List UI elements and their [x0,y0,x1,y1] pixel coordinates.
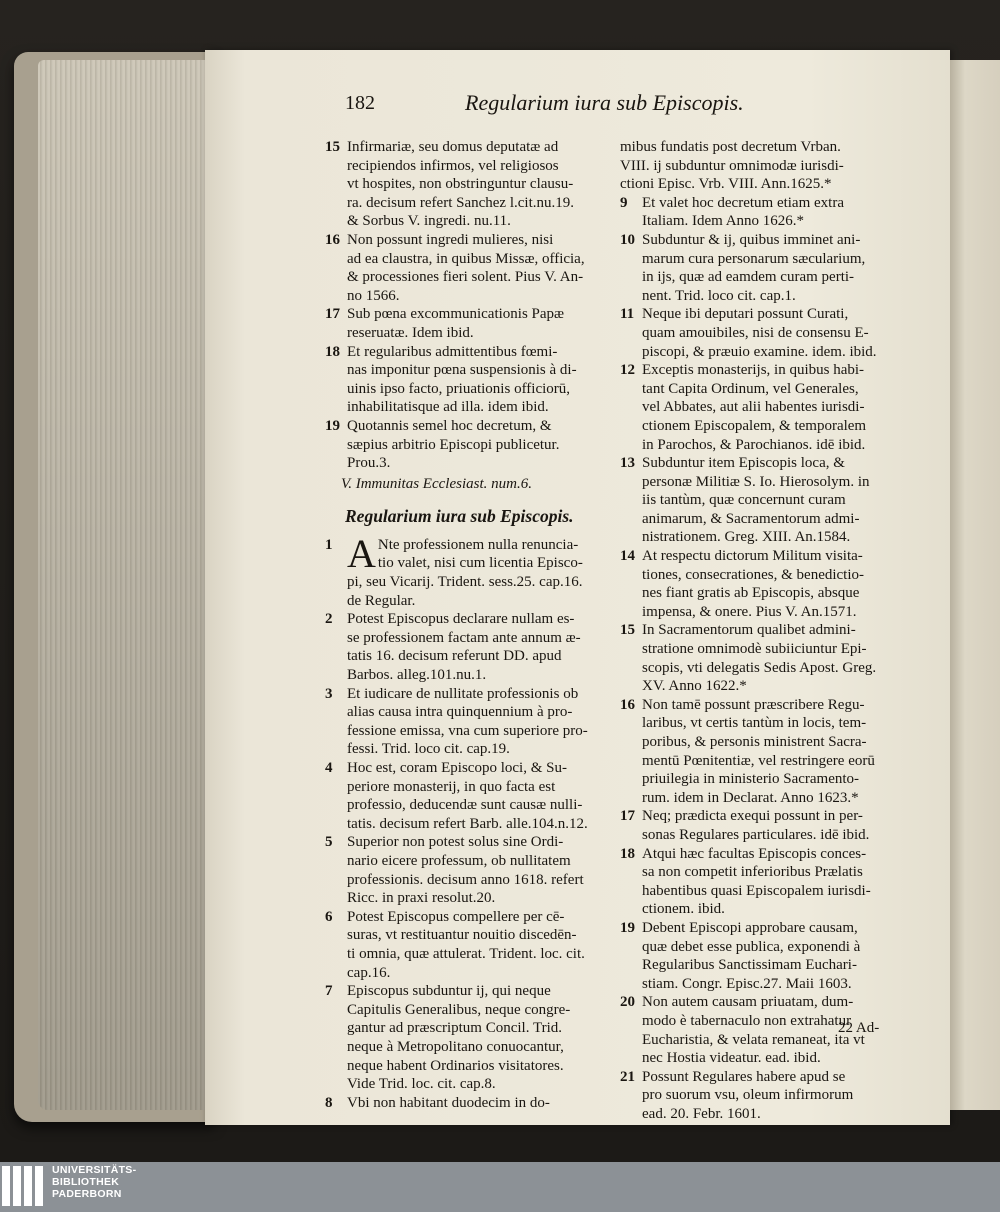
entry-text: Hoc est, coram Episcopo loci, & Su- periore monasterij, in quo facta est professio, deducendæ sunt causæ nulli- tatis. decisum refert Barb. alle.104.n.12. [347,760,588,832]
library-logo-icon [2,1166,46,1206]
entry-text: Neque ibi deputari possunt Curati, quam amouibiles, nisi de consensu E- piscopi, & præuio examine. idem. ibid. [642,306,877,360]
entry-number: 16 [325,231,340,248]
entry-text: Episcopus subduntur ij, qui neque Capitulis Generalibus, neque congre- gantur ad præscriptum Concil. Trid. neque à Metropolitano conuocantur, neque habent Ordinarios visitatores. Vide Trid. loc. cit. cap.8. [347,983,571,1093]
entry-text: Non autem causam priuatam, dum- modo è tabernaculo non extrahatur Eucharistia, & velata remaneat, ita vt nec Hostia videatur. ead. ibid. [642,994,865,1067]
entry-number: 6 [325,908,333,925]
entry [325,908,615,982]
entry-number: 19 [620,919,635,936]
entry [620,454,910,547]
entry [620,919,910,993]
entry-number: 7 [325,983,333,1000]
library-name-line-3: PADERBORN [52,1188,122,1200]
entry [620,807,910,844]
entry-text: Subduntur & ij, quibus imminet ani- marum cura personarum sæcularium, in ijs, quæ ad eamdem curam perti- nent. Trid. loco cit. cap.1. [642,231,866,304]
entry-number: 20 [620,994,635,1011]
entry-number: 9 [620,194,628,211]
library-name-line-2: BIBLIOTHEK [52,1176,120,1188]
entry-number: 17 [620,808,635,825]
entry-text: Atqui hæc facultas Episcopis conces- sa non competit inferioribus Prælatis habentibus quasi Episcopalem iurisdi- ctionem. ibid. [642,845,871,918]
entry-text: Debent Episcopi approbare causam, quæ debet esse publica, exponendi à Regularibus Sanctissimam Euchari- stiam. Congr. Episc.27. Maii 1603. [642,919,861,992]
right-entries [620,194,910,1124]
entry [620,621,910,695]
entry [325,759,615,833]
page-header [345,92,775,122]
entry-number: 15 [620,622,635,639]
entry [325,982,615,1094]
entry-text: Non possunt ingredi mulieres, nisi ad ea claustra, in quibus Missæ, officia, & processiones fieri solent. Pius V. An- no 1566. [347,231,585,304]
entry [325,417,615,473]
entry-text: Et iudicare de nullitate professionis ob alias causa intra quinquennium à pro- fessione emissa, vna cum superiore pro- fessi. Trid. loco cit. cap.19. [347,685,588,758]
library-name-line-1: UNIVERSITÄTS- [52,1164,137,1176]
entry [325,343,615,417]
entry-text: Subduntur item Episcopis loca, & personæ Militiæ S. Io. Hierosolym. in iis tantùm, quæ concernunt curam animarum, & Sacramentorum admi- nistrationem. Greg. XIII. An.1584. [642,455,870,546]
entry-number: 18 [620,845,635,862]
left-column [325,138,615,1112]
entry-number: 10 [620,231,635,248]
entry-number: 4 [325,760,333,776]
first-entry [325,530,615,610]
entry [325,685,615,759]
entry-text: Quotannis semel hoc decretum, & sæpius arbitrio Episcopi publicetur. Prou.3. [347,417,560,472]
entry-text: Et valet hoc decretum etiam extra Italiam. Idem Anno 1626.* [642,194,844,230]
entry-number: 8 [325,1094,333,1111]
entry [325,305,615,342]
entry-number: 3 [325,685,333,702]
entry [325,610,615,684]
entry [325,833,615,907]
cross-reference: V. Immunitas Ecclesiast. num.6. [341,475,532,492]
catchword: 22 Ad- [838,1020,880,1036]
entry-number: 21 [620,1068,635,1085]
entry [620,231,910,305]
left-entries-bottom [325,610,615,1112]
library-name [52,1164,136,1200]
entry-number: 17 [325,306,340,323]
section-title: Regularium iura sub Episcopis. [345,506,574,527]
entry-number: 16 [620,696,635,713]
entry [620,361,910,454]
next-page-edge [950,60,1000,1110]
entry-number: 12 [620,362,635,379]
entry-text: Sub pœna excommunicationis Papæ reseruatæ. Idem ibid. [347,306,565,341]
entry-text: Exceptis monasterijs, in quibus habi- tant Capita Ordinum, vel Generales, vel Abbates, aut alii habentes iurisdi- ctionem Episcopalem, & temporalem in Parochos, & Parochianos. idē ibid. [642,362,867,453]
entry-text: Et regularibus admittentibus fœmi- nas imponitur pœna suspensionis à di- uinis ipso facto, priuationis officiorū, inhabilitatisque ad illa. idem ibid. [347,343,577,416]
entry-text: Neq; prædicta exequi possunt in per- sonas Regulares particulares. idē ibid. [642,808,870,843]
entry-text: Vbi non habitant duodecim in do- [347,1094,550,1111]
entry-text: In Sacramentorum qualibet admini- stratione omnimodè subiiciuntur Epi- scopis, vti delegatis Sedis Apost. Greg. XV. Anno 1622.* [642,622,877,695]
entry-text-body: Nte professionem nulla renuncia- tio valet, nisi cum licentia Episco- pi, seu Vicarij. Trident. sess.25. cap.16. de Regular. [347,536,583,609]
entry-number: 13 [620,455,635,472]
entry-text: Potest Episcopus declarare nullam es- se professionem factam ante annum æ- tatis 16. decisum referunt DD. apud Barbos. alleg.101.nu.1. [347,611,581,684]
entry-text [347,530,615,610]
entry [620,845,910,919]
entry-text: Possunt Regulares habere apud se pro suorum vsu, oleum infirmorum ead. 20. Febr. 1601. [642,1068,854,1122]
entry-text: Superior non potest solus sine Ordi- nario eicere professum, ob nullitatem professionis. decisum anno 1618. refert Ricc. in praxi resolut.20. [347,834,584,907]
running-title: Regularium iura sub Episcopis. [465,90,744,115]
entry-number: 15 [325,139,340,155]
entry-text: Potest Episcopus compellere per cē- suras, vt restituantur nouitio discedēn- ti omnia, quæ attulerat. Trident. loc. cit. cap.16. [347,908,585,981]
continuation-text: mibus fundatis post decretum Vrban. VIII. ij subduntur omnimodæ iurisdi- ctioni Episc. Vrb. VIII. Ann.1625.* [620,139,844,193]
entry [620,696,910,808]
entry-number: 18 [325,343,340,360]
entry-number: 14 [620,548,635,565]
page-edges-shade [38,60,210,1110]
footer-bar [0,1162,1000,1212]
entry-number: 19 [325,417,340,434]
entry-text: Non tamē possunt præscribere Regu- laribus, vt certis tantùm in locis, tem- poribus, & personis ministrent Sacra- mentū Pœnitentiæ, vel restringere eorū priuilegia in ministerio Sacramento- rum. idem in Declarat. Anno 1623.* [642,696,875,806]
drop-capital: A [347,530,376,576]
entry [325,231,615,305]
entry [620,1068,910,1124]
left-entries-top [325,138,615,473]
entry-text: At respectu dictorum Militum visita- tiones, consecrationes, & benedictio- nes fiant gratis ab Episcopis, absque impensa, & onere. Pius V. An.1571. [642,548,865,620]
entry [620,194,910,231]
right-column [620,138,910,1123]
entry-number: 5 [325,834,333,851]
entry-text: Infirmariæ, seu domus deputatæ ad recipiendos infirmos, vel religiosos vt hospites, non obstringuntur clausu- ra. decisum refert Sanchez l.cit.nu.19. & Sorbus V. ingredi. nu.11. [347,139,574,230]
entry-number: 1 [325,536,333,553]
page-number: 182 [345,92,375,114]
entry [620,547,910,621]
entry-number: 2 [325,611,333,628]
continuation-entry [620,138,910,194]
entry [325,138,615,231]
entry [325,1094,615,1113]
entry-number: 11 [620,306,635,323]
entry [620,305,910,361]
